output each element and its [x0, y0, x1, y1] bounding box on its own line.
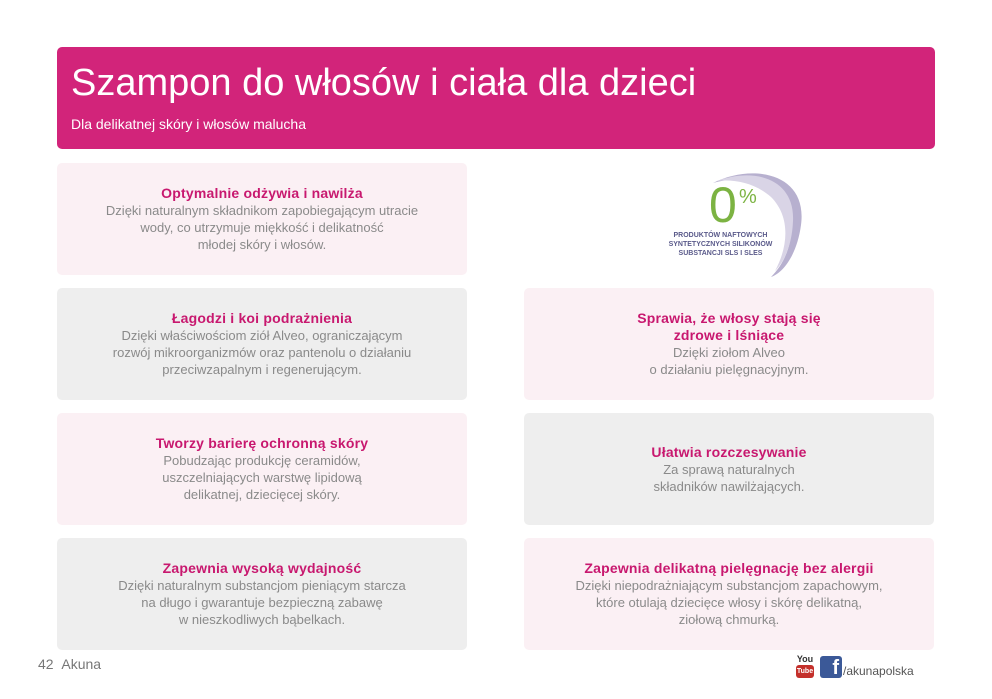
feature-card-no-allergy	[524, 538, 934, 650]
youtube-icon[interactable]	[796, 654, 814, 678]
feature-card-detangle	[524, 413, 934, 525]
badge-line-1: PRODUKTÓW NAFTOWYCH	[673, 232, 768, 239]
brand-name: Akuna	[61, 656, 102, 672]
zero-percent-badge	[643, 165, 813, 280]
page-number: 42	[38, 656, 54, 672]
youtube-icon-bottom-text: Tube	[796, 665, 814, 678]
feature-card-title: Tworzy barierę ochronną skóry	[155, 435, 369, 451]
badge-line-3: SUBSTANCJI SLS I SLES	[678, 250, 763, 257]
badge-percent-sign: %	[739, 186, 757, 208]
feature-card-title: Zapewnia delikatną pielęgnację bez alergii	[584, 560, 874, 576]
feature-card-healthy-hair	[524, 288, 934, 400]
feature-card-body: Dzięki naturalnym substancjom pieniącym starcza na długo i gwarantuje bezpieczną zabawę w nieszkodliwych bąbelkach.	[118, 578, 406, 627]
feature-card-barrier	[57, 413, 467, 525]
feature-card-title: Ułatwia rozczesywanie	[651, 443, 807, 460]
feature-card-title: Zapewnia wysoką wydajność	[162, 560, 362, 576]
social-links	[796, 652, 914, 678]
feature-card-body: Dzięki niepodrażniającym substancjom zapachowym, które otulają dziecięce włosy i skórę delikatną, ziołową chmurką.	[575, 578, 883, 627]
page-footer	[38, 656, 101, 672]
feature-card-body: Za sprawą naturalnych składników nawilżających.	[653, 461, 805, 494]
feature-card-body: Dzięki ziołom Alveo o działaniu pielęgnacyjnym.	[649, 345, 809, 377]
feature-card-body: Dzięki właściwościom ziół Alveo, ograniczającym rozwój mikroorganizmów oraz pantenolu o działaniu przeciwzapalnym i regenerującym.	[112, 328, 412, 377]
page-subtitle: Dla delikatnej skóry i włosów malucha	[71, 116, 306, 132]
feature-card-soothe	[57, 288, 467, 400]
feature-card-nourish	[57, 163, 467, 275]
page-title: Szampon do włosów i ciała dla dzieci	[71, 62, 697, 104]
badge-line-2: SYNTETYCZNYCH SILIKONÓW	[668, 241, 773, 248]
feature-card-title: Optymalnie odżywia i nawilża	[161, 185, 363, 201]
badge-zero-value: 0	[709, 177, 737, 233]
feature-card-efficiency	[57, 538, 467, 650]
feature-card-title: Sprawia, że włosy stają się zdrowe i lśniące	[637, 310, 821, 343]
feature-card-title: Łagodzi i koi podrażnienia	[171, 310, 353, 326]
facebook-icon[interactable]: f	[820, 656, 842, 678]
youtube-icon-top-text: You	[796, 654, 814, 664]
page-header	[57, 47, 935, 149]
feature-card-body: Dzięki naturalnym składnikom zapobiegającym utracie wody, co utrzymuje miękkość i delikatność młodej skóry i włosów.	[105, 203, 419, 252]
social-handle: /akunapolska	[843, 664, 914, 678]
feature-card-body: Pobudzając produkcję ceramidów, uszczelniających warstwę lipidową delikatnej, dziecięcej skóry.	[162, 453, 362, 502]
